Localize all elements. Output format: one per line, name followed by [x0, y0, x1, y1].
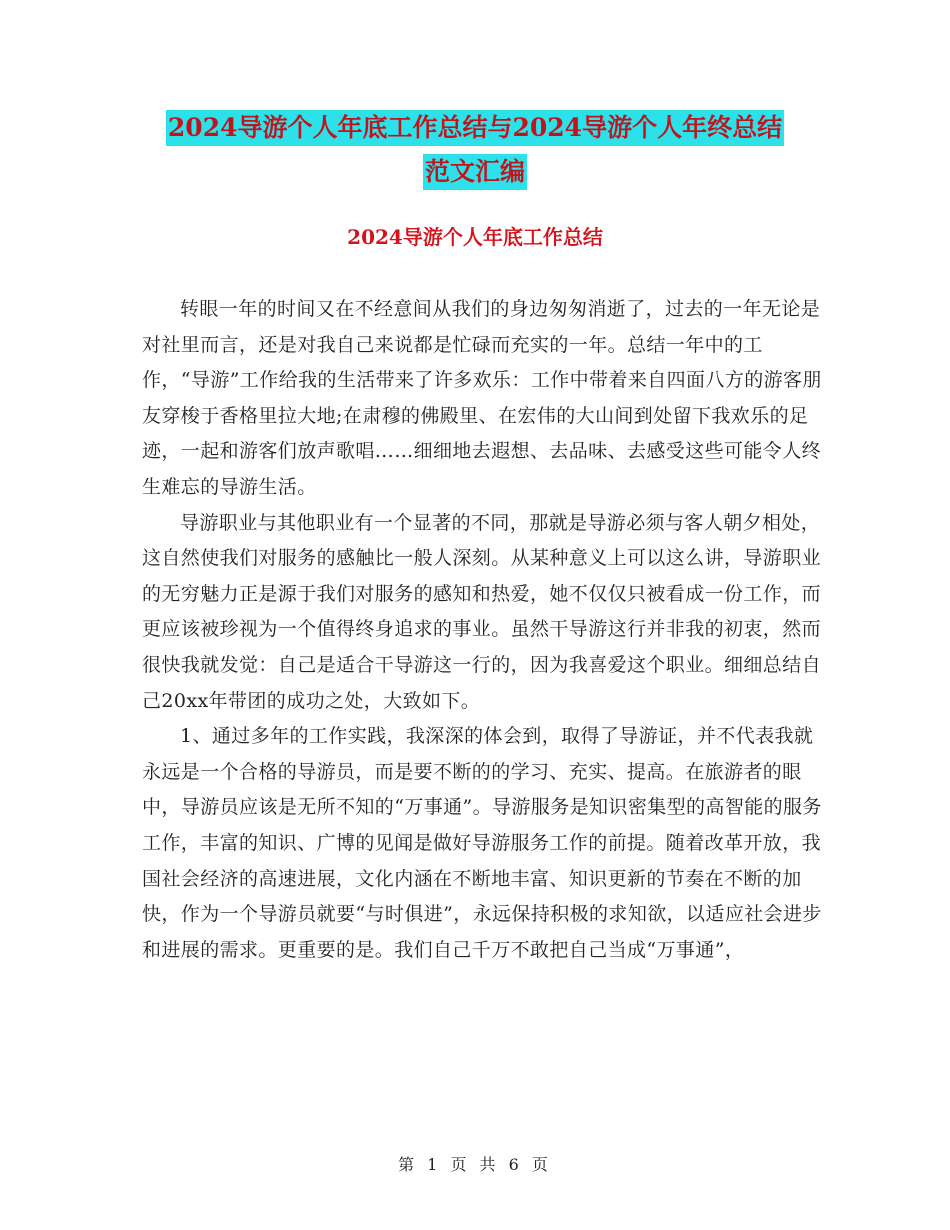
page-footer: 第 1 页 共 6 页 — [398, 1155, 552, 1174]
title-line-2: 范文汇编 — [423, 154, 527, 190]
title-line-1: 2024导游个人年底工作总结与2024导游个人年终总结 — [166, 110, 784, 146]
section-subtitle: 2024导游个人年底工作总结 — [347, 225, 603, 249]
document-body — [142, 292, 822, 968]
document-title — [0, 110, 950, 198]
paragraph-3: 1、通过多年的工作实践，我深深的体会到，取得了导游证，并不代表我就永远是一个合格的导游员，而是要不断的的学习、充实、提高。在旅游者的眼中，导游员应该是无所不知的“万事通”。导游服务是知识密集型的高智能的服务工作，丰富的知识、广博的见闻是做好导游服务工作的前提。随着改革开放，我国社会经济的高速进展，文化内涵在不断地丰富、知识更新的节奏在不断的加快，作为一个导游员就要“与时俱进”，永远保持积极的求知欲，以适应社会进步和进展的需求。更重要的是。我们自己千万不敢把自己当成“万事通”， — [142, 725, 822, 961]
paragraph-2: 导游职业与其他职业有一个显著的不同，那就是导游必须与客人朝夕相处，这自然使我们对服务的感触比一般人深刻。从某种意义上可以这么讲，导游职业的无穷魅力正是源于我们对服务的感知和热爱，她不仅仅只被看成一份工作，而更应该被珍视为一个值得终身追求的事业。虽然干导游这行并非我的初衷，然而很快我就发觉：自己是适合干导游这一行的，因为我喜爱这个职业。细细总结自己20xx年带团的成功之处，大致如下。 — [142, 511, 822, 712]
paragraph-1: 转眼一年的时间又在不经意间从我们的身边匆匆消逝了，过去的一年无论是对社里而言，还是对我自己来说都是忙碌而充实的一年。总结一年中的工作，“导游”工作给我的生活带来了许多欢乐：工作中带着来自四面八方的游客朋友穿梭于香格里拉大地;在肃穆的佛殿里、在宏伟的大山间到处留下我欢乐的足迹，一起和游客们放声歌唱……细细地去遐想、去品味、去感受这些可能令人终生难忘的导游生活。 — [142, 298, 822, 498]
